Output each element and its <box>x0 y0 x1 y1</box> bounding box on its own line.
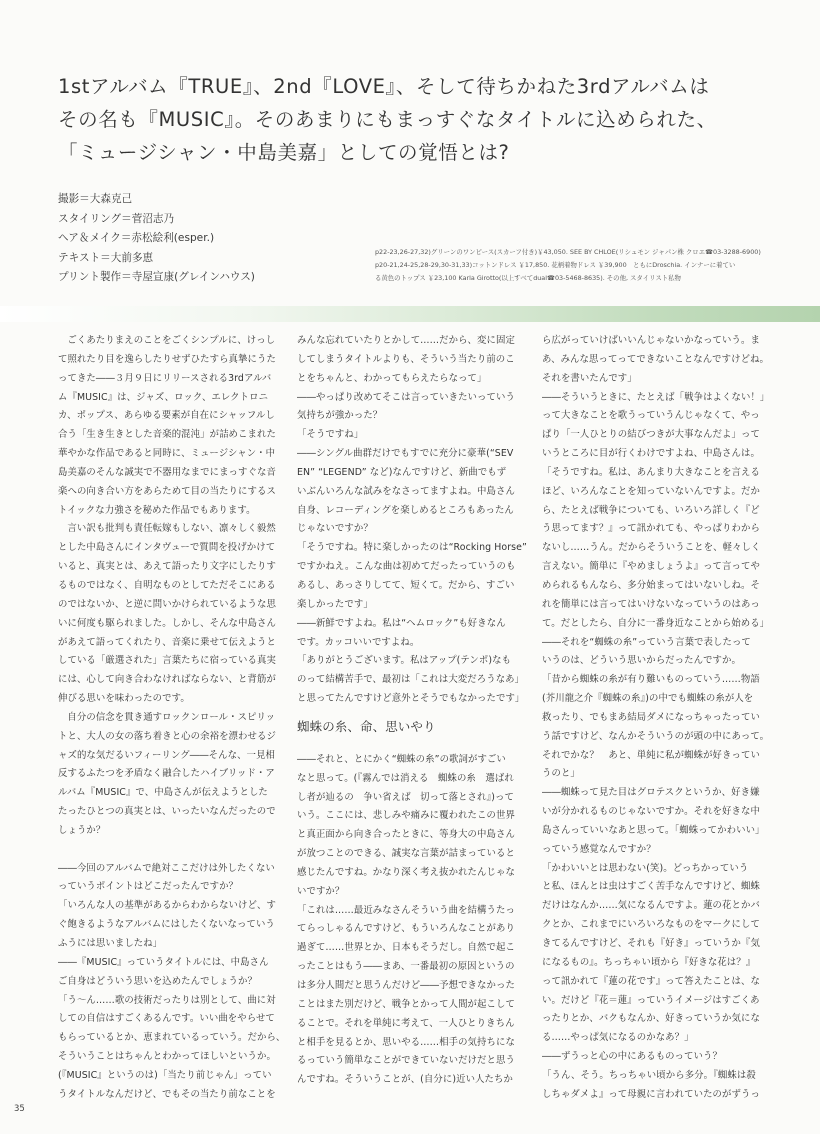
body-text-line: ないし……うん。だからそういうことを、軽々しく <box>542 542 761 554</box>
body-text-line: 華やかな作品であると同時に、ミュージシャン・中 <box>58 448 276 460</box>
body-text-line: には、心して向き合わなければならない、と背筋が <box>58 674 276 686</box>
body-text-line: トイックな力強さを秘めた作品でもあります。 <box>58 504 256 516</box>
body-text-line: いが分かれるものじゃないですか。それを好きな中 <box>542 806 760 818</box>
body-text-line: ――今回のアルバムで絶対ここだけは外したくない <box>58 862 275 874</box>
wardrobe-line: p20-21,24-25,28-29,30-31,33)コットンドレス ￥17,850. 花柄着物ドレス ￥39,900 ともにDroschia. インナーに着てい <box>375 261 736 269</box>
credit-styling: スタイリング＝菅沼志乃 <box>58 212 175 225</box>
body-text-line: ――ずうっと心の中にあるものっていう？ <box>542 1051 722 1063</box>
body-text-line: 島美嘉のそんな誠実で不器用なまでにまっすぐな音 <box>58 466 276 478</box>
body-text-line: 「ありがとうございます。私はアップ(テンポ)なも <box>297 655 512 667</box>
body-text-line: と私、ほんとは虫はすごく苦手なんですけど、蜘蛛 <box>542 881 760 893</box>
body-text-line: い。だけど『花＝蓮』っていうイメージはすごくあ <box>542 994 760 1006</box>
staff-credits <box>58 190 255 288</box>
body-text-line: なと思って。(『霧んでは消える 蜘蛛の糸 選ばれ <box>297 772 514 784</box>
credit-photo: 撮影＝大森克己 <box>58 193 133 205</box>
body-text-line: だけはなんか……気になるんですよ。蓮の花とかバ <box>542 900 760 912</box>
body-text-line: のではないか、と逆に問いかけられているような思 <box>58 598 276 610</box>
body-text-line: て。だとしたら、自分に一番身近なことから始める」 <box>542 617 770 629</box>
body-text-line: あるし、あっさりしてて、短くて。だから、すごい <box>297 579 515 591</box>
body-text-line: るものではなく、自明なものとしてただそこにある <box>58 579 276 591</box>
paragraph-gap <box>58 841 298 860</box>
body-text-line: う話ですけど、なんかそういうのが頭の中にあって。 <box>542 730 770 742</box>
body-text-line: ――蜘蛛って見た目はグロテスクというか、好き嫌 <box>542 787 760 799</box>
body-text-line: ――それと、とにかく“蜘蛛の糸”の歌詞がすごい <box>297 753 506 765</box>
body-text-line: ったりとか、バクもなんか、好きっていうか気にな <box>542 1013 760 1025</box>
body-text-line: ることで。それを単純に考えて、一人ひとりきちん <box>297 1017 515 1029</box>
body-text-line: しちゃダメよ』って母親に言われていたのがずうっ <box>542 1088 760 1100</box>
wardrobe-credits <box>375 246 795 285</box>
body-text-line: 「そうですね。私は、あんまり大きなことを言える <box>542 466 760 478</box>
body-text-line: そういうことはちゃんとわかってほしいというか。 <box>58 1051 276 1063</box>
body-column-3 <box>542 332 782 1105</box>
body-text-line: 過ぎて……世界とか、日本もそうだし。自然で起こ <box>297 942 515 954</box>
body-text-line: EN” “LEGEND” など)なんですけど、新曲でもず <box>297 466 507 478</box>
body-text-line: れを簡単には言ってはいけないなっていうのはあっ <box>542 598 760 610</box>
body-text-line: 「そうですね。特に楽しかったのは“Rocking Horse” <box>297 542 527 554</box>
body-text-line: いうところに目が行くわけですよね、中島さんは。 <box>542 448 760 460</box>
body-text-line: っていうポイントはどこだったんですか？ <box>58 881 239 893</box>
body-text-line: ふうには思いましたね」 <box>58 938 163 949</box>
body-text-line: められるもんなら、多分始まってはいないしね。そ <box>542 579 760 591</box>
body-text-line: と相手を見るとか、思いやる……相手の気持ちにな <box>297 1036 515 1048</box>
body-text-line: 気持ちが強かった？ <box>297 410 383 422</box>
body-text-line: 自分の信念を貫き通すロックンロール・スピリッ <box>67 711 276 723</box>
body-text-line: ら、たとえば戦争についても、いろいろ詳しく『ど <box>542 504 760 516</box>
body-text-line: って大きなことを歌うっていうんじゃなくて、やっ <box>542 410 760 422</box>
body-text-line: んですね。そういうことが、(自分に)近い人たちか <box>297 1074 513 1086</box>
body-text-line: 言い訳も批判も責任転嫁もしない、凛々しく毅然 <box>67 523 276 535</box>
body-text-line: 「昔から蜘蛛の糸が有り難いものっていう……物語 <box>542 674 760 686</box>
body-text-line: 「う～ん……歌の技術だったりは別として、曲に対 <box>58 994 276 1006</box>
page-number: 35 <box>14 1104 25 1114</box>
body-text-line: ム『MUSIC』は、ジャズ、ロック、エレクトロニ <box>58 391 269 403</box>
body-text-line: ったことはもう――まあ、一番最初の原因というの <box>297 961 515 973</box>
body-text-line: あ、みんな思ってってできないことなんですけどね。 <box>542 353 770 365</box>
body-text-line: ――新鮮ですよね。私は“ヘムロック”も好きなん <box>297 617 506 629</box>
body-text-line: が放つことのできる、誠実な言葉が詰まっていると <box>297 848 515 860</box>
body-text-line: ――そういうときに、たとえば「戦争はよくない！」 <box>542 391 770 403</box>
body-text-line: 感じたんですね。かなり深く考え抜かれたんじゃな <box>297 866 515 878</box>
body-text-line: いう。ここには、悲しみや痛みに覆われたこの世界 <box>297 810 515 822</box>
body-text-line: いぶんいろんな試みをなさってますよね。中島さん <box>297 485 515 497</box>
credit-text: テキスト＝大前多恵 <box>58 251 154 264</box>
body-text-line: ことはまた別だけど、戦争とかって人間が起こして <box>297 998 515 1010</box>
body-text-line: ぱり「一人ひとりの結びつきが大事なんだよ」って <box>542 429 760 441</box>
body-text-line: ルバム『MUSIC』で、中島さんが伝えようとした <box>58 787 268 799</box>
body-text-line: みんな忘れていたりとかして……だから、変に固定 <box>297 335 515 346</box>
body-text-line: いると、真実とは、あえて語ったり文字にしたりす <box>58 561 276 573</box>
body-text-line: 自身、レコーディングを楽しめるところもあったん <box>297 504 514 516</box>
body-text-line: し者が辿るの 争い省えば 切って落とされ』)って <box>297 791 514 803</box>
body-text-line: ぐ飽きるようなアルバムにはしたくないなっていう <box>58 919 275 931</box>
body-text-line: ャズ的な気だるいフィーリング――そんな、一見相 <box>58 749 275 761</box>
wardrobe-line: る黄色のトップス ￥23,100 Karla Girotto(以上すべてdual☎03-5468-8635). その他, スタイリスト私物 <box>375 274 681 282</box>
body-column-1 <box>58 332 298 1105</box>
body-text-line: している「厳選された」言葉たちに宿っている真実 <box>58 655 276 667</box>
body-text-line: しての自信はすごくあるんです。いい曲をやらせて <box>58 1013 275 1025</box>
body-text-line: してしまうタイトルよりも、そういう当たり前のこ <box>297 353 515 365</box>
body-text-line: ――それを“蜘蛛の糸”っていう言葉で表したって <box>542 636 751 648</box>
body-text-line: きてるんですけど、それも『好き』っていうか『気 <box>542 938 760 949</box>
body-text-line: て照れたり目を逸らしたりせずひたすら真摯にうた <box>58 353 276 365</box>
body-text-line: (芥川龍之介『蜘蛛の糸』)の中でも蜘蛛の糸が人を <box>542 693 754 705</box>
body-text-line: る……やっぱ気になるのかなあ？」 <box>542 1032 694 1044</box>
body-text-line: 合う「生き生きとした音楽的混沌」が詰めこまれた <box>58 429 276 441</box>
credit-hair-makeup: ヘア＆メイク＝赤松絵利(esper.) <box>58 232 215 245</box>
headline-line: その名も『MUSIC』。そのあまりにもまっすぐなタイトルに込められた、 <box>58 108 717 131</box>
body-text-line: ご自身はどういう思いを込めたんでしょうか？ <box>58 975 257 987</box>
body-text-line: 「そうですね」 <box>297 429 364 441</box>
body-text-line: になるもの』。ちっちゃい頃から『好きな花は？』 <box>542 956 756 968</box>
body-text-line: それを書いたんです」 <box>542 372 637 384</box>
credit-print: プリント製作＝寺屋宣康(グレインハウス) <box>58 271 255 284</box>
body-column-2 <box>297 332 537 1090</box>
body-text-line: いに何度も駆られました。しかし、そんな中島さん <box>58 617 276 629</box>
green-gradient-divider <box>0 306 820 322</box>
body-text-line: クとか、これまでにいろいろなものをマークにして <box>542 919 760 931</box>
body-text-line: ら広がっていけばいいんじゃないかなっていう。ま <box>542 335 760 346</box>
body-text-line: それでかな？ あと、単純に私が蜘蛛が好きってい <box>542 749 760 761</box>
body-text-line: とした中島さんにインタヴューで質問を投げかけて <box>58 542 276 554</box>
body-text-line: (『MUSIC』というのは)「当たり前じゃん」ってい <box>58 1069 272 1081</box>
body-text-line: 「いろんな人の基準があるからわからないけど、す <box>58 900 276 912</box>
body-text-line: もらっているとか、恵まれているっていう。だから、 <box>58 1032 286 1044</box>
body-text-line: 反するふたつを矛盾なく融合したハイブリッド・ア <box>58 768 275 780</box>
body-text-line: 伸びる思いを味わったのです。 <box>58 693 190 705</box>
body-text-line: 「これは……最近みなさんそういう曲を結構うたっ <box>297 904 515 916</box>
body-text-line: いですか？ <box>297 885 345 897</box>
body-text-line: っていう感覚なんですか？ <box>542 843 656 855</box>
body-text-line: いうのは、どういう思いからだったんですか。 <box>542 655 741 667</box>
body-text-line: 言えない。簡単に『やめましょうよ』って言ってや <box>542 561 760 573</box>
body-text-line: う思ってます？』って訊かれても、やっぱりわから <box>542 523 760 535</box>
body-text-line: ごくあたりまえのことをごくシンプルに、けっし <box>67 335 276 346</box>
body-text-line: と思ってたんですけど意外とそうでもなかったです」 <box>297 693 525 705</box>
section-subheading: 蜘蛛の糸、命、思いやり <box>297 718 436 734</box>
wardrobe-line: p22-23,26-27,32)グリーンのワンピース(スカーフ付き)￥43,050. SEE BY CHLOE(リシュモン ジャパン株 クロエ☎03-3288-6900) <box>375 248 761 256</box>
body-text-line: じゃないですか？ <box>297 523 373 535</box>
body-text-line: です。カッコいいですよね。 <box>297 636 420 648</box>
body-text-line: って訊かれて『蓮の花です』って答えたことは、な <box>542 975 760 987</box>
body-text-line: ですかねえ。こんな曲は初めてだったっていうのも <box>297 561 516 573</box>
body-text-line: 「かわいいとは思わない(笑)。どっちかっていう <box>542 862 749 874</box>
body-text-line: ――『MUSIC』っていうタイトルには、中島さん <box>58 956 269 968</box>
body-text-line: ――シングル曲群だけでもすでに充分に豪華(“SEV <box>297 448 514 460</box>
body-text-line: カ、ポップス、あらゆる要素が自在にシャッフルし <box>58 410 275 422</box>
body-text-line: トと、大人の女の落ち着きと心の余裕を漂わせるジ <box>58 730 276 742</box>
headline-line: 「ミュージシャン・中島美嘉」としての覚悟とは? <box>58 141 510 164</box>
body-text-line: うのと」 <box>542 768 580 780</box>
body-text-line: とをちゃんと、わかってもらえたらなって」 <box>297 372 487 384</box>
body-text-line: たったひとつの真実とは、いったいなんだったので <box>58 806 276 818</box>
body-text-line: 楽しかったです」 <box>297 598 373 610</box>
body-text-line: があえて語ってくれたり、音楽に乗せて伝えようと <box>58 636 276 648</box>
body-text-line: のって結構苦手で、最初は「これは大変だろうなあ」 <box>297 674 525 686</box>
body-text-line: と真正面から向き合ったときに、等身大の中島さん <box>297 829 515 841</box>
body-text-line: ――やっぱり改めてそこは言っていきたいっていう <box>297 391 515 403</box>
headline-line: 1stアルバム『TRUE』、2nd『LOVE』、そして待ちかねた3rdアルバムは <box>58 75 710 98</box>
body-text-line: 島さんっていいなあと思って。「蜘蛛ってかわいい」 <box>542 824 765 836</box>
body-text-line: ほど、いろんなことを知っていないんですよ。だか <box>542 485 760 497</box>
body-text-line: てらっしゃるんですけど、もういろんなことがあり <box>297 923 515 935</box>
body-text-line: るっていう簡単なことができていないだけだと思う <box>297 1055 515 1067</box>
body-text-line: うタイトルなんだけど、でもその当たり前なことを <box>58 1088 276 1100</box>
body-text-line: 「うん、そう。ちっちゃい頃から多分。『蜘蛛は殺 <box>542 1069 756 1081</box>
body-text-line: ってきた――３月９日にリリースされる3rdアルバ <box>58 372 272 384</box>
body-text-line: しょうか？ <box>58 824 106 836</box>
body-text-line: 救ったり、でもまあ結局ダメになっちゃったってい <box>542 711 760 723</box>
body-text-line: は多分人間だと思うんだけど――予想できなかった <box>297 980 515 991</box>
body-text-line: 楽への向き合い方をあらためて目の当たりにするス <box>58 485 276 497</box>
headline <box>58 70 778 169</box>
